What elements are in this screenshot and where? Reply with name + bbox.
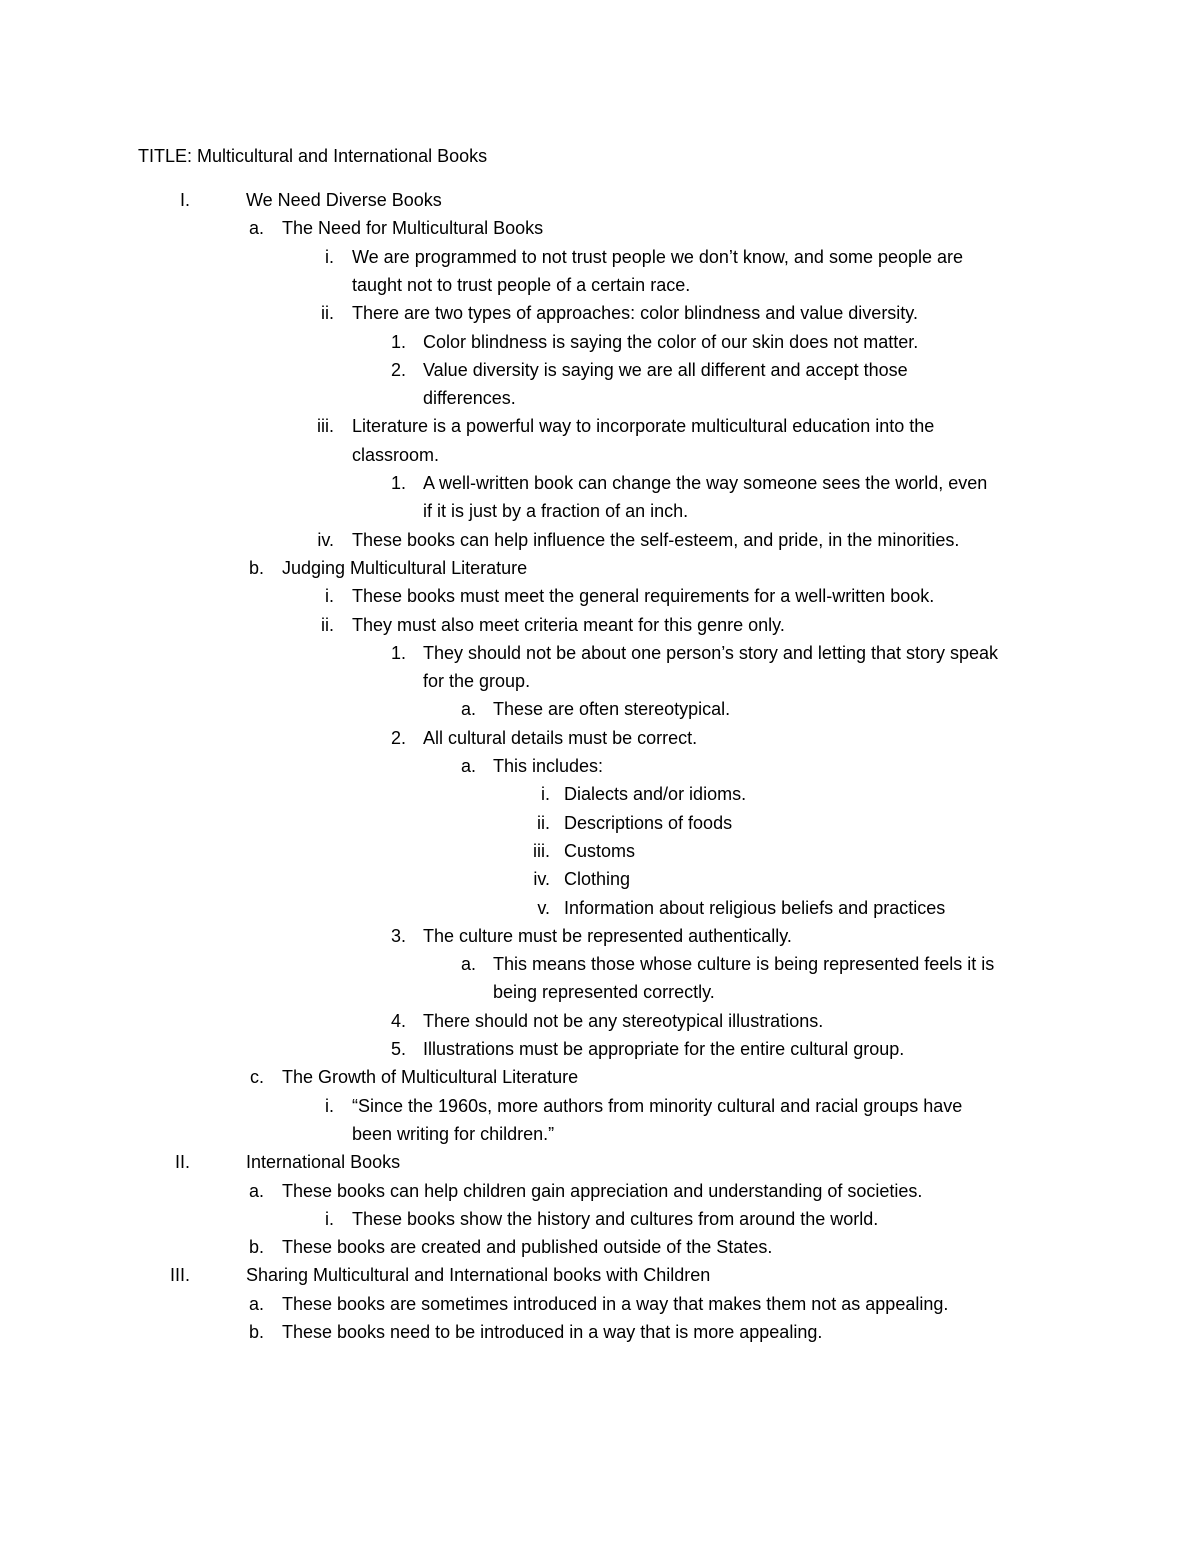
outline-text: Dialects and/or idioms. <box>564 784 747 805</box>
outline-line <box>0 1236 1200 1264</box>
outline-line <box>0 1321 1200 1349</box>
outline-line <box>0 868 1200 896</box>
outline-text: Information about religious beliefs and practices <box>564 897 946 918</box>
outline-marker: 1. <box>390 331 406 352</box>
outline-text: taught not to trust people of a certain race. <box>352 274 691 295</box>
outline-marker: iv. <box>533 869 550 890</box>
outline-text: This includes: <box>493 756 604 776</box>
outline-marker: a. <box>248 1180 264 1201</box>
outline-marker: iii. <box>533 840 550 861</box>
outline-marker: i. <box>541 784 550 805</box>
outline-marker: 4. <box>390 1010 406 1031</box>
outline-line <box>0 614 1200 642</box>
outline-line <box>0 925 1200 953</box>
outline-text: “Since the 1960s, more authors from minority cultural and racial groups have <box>352 1095 963 1116</box>
outline-text: These books can help children gain appreciation and understanding of societies. <box>282 1180 923 1201</box>
outline-text: The Growth of Multicultural Literature <box>282 1067 579 1088</box>
outline-text: Judging Multicultural Literature <box>282 557 528 578</box>
outline-line <box>0 755 1200 783</box>
outline-line <box>0 529 1200 557</box>
outline-line <box>0 557 1200 585</box>
outline-text: There are two types of approaches: color blindness and value diversity. <box>352 303 918 324</box>
outline-text: been writing for children.” <box>352 1123 555 1144</box>
outline-line <box>0 840 1200 868</box>
outline-marker: 1. <box>390 473 406 493</box>
outline-line <box>0 1208 1200 1236</box>
outline-text: These books show the history and cultures from around the world. <box>352 1208 879 1229</box>
outline-line <box>0 953 1200 981</box>
outline-marker: i. <box>325 1208 334 1229</box>
outline-line <box>0 1180 1200 1208</box>
outline-line <box>0 1095 1200 1123</box>
outline-text: We Need Diverse Books <box>246 190 442 210</box>
outline-line <box>0 331 1200 359</box>
outline-marker: 5. <box>390 1039 406 1059</box>
outline-text: These books are sometimes introduced in a way that makes them not as appealing. <box>282 1293 949 1314</box>
outline-marker: ii. <box>321 303 334 324</box>
outline-line <box>0 302 1200 330</box>
outline-text: All cultural details must be correct. <box>423 727 698 748</box>
document-title: TITLE: Multicultural and International Books <box>138 146 488 166</box>
outline-text: They must also meet criteria meant for this genre only. <box>352 614 785 635</box>
outline-text: We are programmed to not trust people we don’t know, and some people are <box>352 246 964 267</box>
outline-text: being represented correctly. <box>493 982 715 1003</box>
outline-marker: a. <box>460 954 476 975</box>
outline-line <box>0 359 1200 387</box>
outline-line <box>0 1066 1200 1094</box>
outline-text: Customs <box>564 840 636 861</box>
outline-line <box>0 444 1200 472</box>
outline-marker: ii. <box>321 614 334 635</box>
outline-marker: b. <box>248 1322 264 1342</box>
outline-line <box>0 1293 1200 1321</box>
outline-text: These are often stereotypical. <box>493 699 731 720</box>
outline-text: if it is just by a fraction of an inch. <box>423 501 689 522</box>
outline-text: A well-written book can change the way someone sees the world, even <box>423 473 988 493</box>
outline-line <box>0 642 1200 670</box>
outline-line <box>0 981 1200 1009</box>
outline-text: Descriptions of foods <box>564 812 733 833</box>
outline-text: Value diversity is saying we are all different and accept those <box>423 359 908 380</box>
outline-text: classroom. <box>352 444 440 465</box>
outline-marker: b. <box>248 1237 264 1258</box>
outline-marker: i. <box>325 586 334 607</box>
outline-text: These books must meet the general requirements for a well-written book. <box>352 586 935 607</box>
outline-marker: b. <box>248 557 264 578</box>
outline-marker: ii. <box>537 812 550 833</box>
outline-marker: iv. <box>317 529 334 550</box>
outline-text: This means those whose culture is being represented feels it is <box>493 954 995 975</box>
outline-line <box>0 472 1200 500</box>
outline-text: The culture must be represented authentically. <box>423 925 792 946</box>
outline-line <box>0 698 1200 726</box>
outline-text: Literature is a powerful way to incorporate multicultural education into the <box>352 416 935 437</box>
outline-text: Clothing <box>564 869 631 890</box>
outline-text: for the group. <box>423 671 531 692</box>
outline-marker: 3. <box>390 925 406 946</box>
outline-line <box>0 189 1200 217</box>
outline-text: International Books <box>246 1152 401 1173</box>
outline-line <box>0 387 1200 415</box>
outline-line <box>0 246 1200 274</box>
outline-line <box>0 1123 1200 1151</box>
outline-marker: v. <box>537 897 550 918</box>
outline-text: These books can help influence the self-esteem, and pride, in the minorities. <box>352 529 960 550</box>
outline-line <box>0 727 1200 755</box>
outline-marker: i. <box>325 246 334 267</box>
outline-text: There should not be any stereotypical illustrations. <box>423 1010 824 1031</box>
outline-text: These books need to be introduced in a way that is more appealing. <box>282 1322 823 1342</box>
outline-marker: III. <box>169 1265 190 1286</box>
outline-line <box>0 1151 1200 1179</box>
outline-marker: 1. <box>390 642 406 663</box>
outline-text: Illustrations must be appropriate for the entire cultural group. <box>423 1039 905 1059</box>
outline-marker: I. <box>179 190 190 210</box>
outline-marker: c. <box>249 1067 264 1088</box>
outline-line <box>0 1264 1200 1292</box>
outline-marker: II. <box>174 1152 190 1173</box>
outline-marker: a. <box>248 218 264 239</box>
outline-line <box>0 585 1200 613</box>
outline-line <box>0 812 1200 840</box>
outline-line <box>0 1010 1200 1038</box>
outline-marker: iii. <box>317 416 334 437</box>
outline-text: Color blindness is saying the color of our skin does not matter. <box>423 331 919 352</box>
outline-line <box>0 670 1200 698</box>
outline-marker: 2. <box>390 359 406 380</box>
outline-line <box>0 217 1200 245</box>
outline-line <box>0 783 1200 811</box>
outline-line <box>0 415 1200 443</box>
outline-marker: a. <box>460 699 476 720</box>
outline-text: These books are created and published outside of the States. <box>282 1237 773 1258</box>
outline-marker: a. <box>460 756 476 776</box>
outline-text: The Need for Multicultural Books <box>282 218 544 239</box>
outline-line <box>0 1038 1200 1066</box>
outline-line <box>0 897 1200 925</box>
outline-line <box>0 500 1200 528</box>
outline-marker: 2. <box>390 727 406 748</box>
outline-marker: i. <box>325 1095 334 1116</box>
outline-text: differences. <box>423 388 516 409</box>
outline-text: Sharing Multicultural and International books with Children <box>246 1265 711 1286</box>
outline-marker: a. <box>248 1293 264 1314</box>
outline-line <box>0 274 1200 302</box>
outline-text: They should not be about one person’s story and letting that story speak <box>423 642 999 663</box>
